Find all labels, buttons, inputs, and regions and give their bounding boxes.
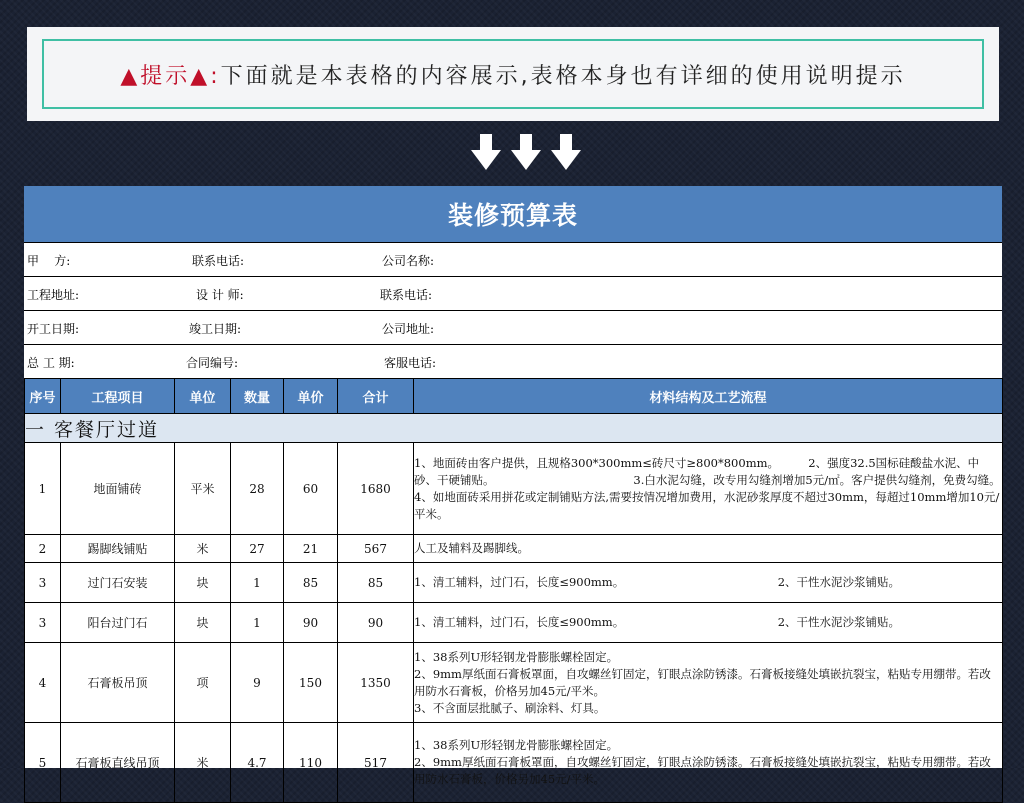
cell-qty: 1 — [231, 603, 284, 643]
sheet-title: 装修预算表 — [24, 186, 1002, 242]
cell-qty: 9 — [231, 643, 284, 723]
info-row — [24, 242, 1002, 276]
notice-frame — [42, 39, 984, 109]
table-row — [25, 535, 1003, 563]
cell-item: 过门石安装 — [61, 563, 175, 603]
cell-total: 1680 — [338, 443, 414, 535]
budget-table — [24, 378, 1003, 803]
cell-no: 4 — [25, 643, 61, 723]
cell-unit: 米 — [175, 723, 231, 803]
cell-total: 1350 — [338, 643, 414, 723]
info-row — [24, 344, 1002, 378]
cell-item: 阳台过门石 — [61, 603, 175, 643]
cell-item: 踢脚线铺贴 — [61, 535, 175, 563]
cell-unit: 米 — [175, 535, 231, 563]
cell-unit: 块 — [175, 603, 231, 643]
table-row — [25, 603, 1003, 643]
cell-item: 地面铺砖 — [61, 443, 175, 535]
info-label: 竣工日期: — [189, 322, 242, 336]
info-label: 合同编号: — [186, 356, 239, 370]
header-no: 序号 — [25, 379, 61, 414]
notice-marker: ▲提示▲: — [120, 63, 221, 89]
cell-qty: 27 — [231, 535, 284, 563]
header-qty: 数量 — [231, 379, 284, 414]
info-label: 总 工 期: — [27, 356, 75, 370]
cell-qty: 1 — [231, 563, 284, 603]
cell-unit: 块 — [175, 563, 231, 603]
arrow-down-icon — [511, 134, 541, 170]
cell-unit: 项 — [175, 643, 231, 723]
table-row — [25, 643, 1003, 723]
cell-qty: 28 — [231, 443, 284, 535]
cell-price: 110 — [284, 723, 338, 803]
cell-desc: 1、38系列U形轻钢龙骨膨胀螺栓固定。 2、9mm厚纸面石膏板罩面，自攻螺丝钉固定，钉眼点涂防锈漆。石膏板接缝处填嵌抗裂宝，粘贴专用绷带。若改用防水石膏板，价格另加45元/平米。 — [414, 723, 1003, 803]
info-label: 甲 方: — [27, 254, 71, 268]
cell-no: 5 — [25, 723, 61, 803]
info-label: 公司名称: — [382, 254, 435, 268]
section-row — [25, 414, 1003, 443]
cell-unit: 平米 — [175, 443, 231, 535]
cell-price: 21 — [284, 535, 338, 563]
cell-no: 2 — [25, 535, 61, 563]
arrow-down-icon — [551, 134, 581, 170]
cell-item: 石膏板直线吊顶 — [61, 723, 175, 803]
cell-desc: 1、38系列U形轻钢龙骨膨胀螺栓固定。 2、9mm厚纸面石膏板罩面，自攻螺丝钉固定，钉眼点涂防锈漆。石膏板接缝处填嵌抗裂宝，粘贴专用绷带。若改用防水石膏板，价格另加45元/平米。 3、不含面层批腻子、刷涂料、灯具。 — [414, 643, 1003, 723]
header-unit: 单位 — [175, 379, 231, 414]
cell-total: 85 — [338, 563, 414, 603]
table-header-row — [25, 379, 1003, 414]
info-label: 客服电话: — [384, 356, 437, 370]
cell-total: 517 — [338, 723, 414, 803]
notice-banner — [27, 27, 999, 121]
header-total: 合计 — [338, 379, 414, 414]
cell-price: 85 — [284, 563, 338, 603]
header-price: 单价 — [284, 379, 338, 414]
cell-price: 90 — [284, 603, 338, 643]
info-label: 开工日期: — [27, 322, 80, 336]
info-row — [24, 310, 1002, 344]
info-label: 联系电话: — [192, 254, 245, 268]
info-label: 设 计 师: — [196, 288, 244, 302]
budget-sheet — [24, 186, 1002, 786]
notice-text: 下面就是本表格的内容展示,表格本身也有详细的使用说明提示 — [220, 63, 906, 89]
info-label: 联系电话: — [380, 288, 433, 302]
cell-desc: 1、清工辅料，过门石，长度≤900mm。 2、干性水泥沙浆铺贴。 — [414, 563, 1003, 603]
arrow-down-icon — [471, 134, 501, 170]
cell-item: 石膏板吊顶 — [61, 643, 175, 723]
table-row — [25, 723, 1003, 803]
info-label: 公司地址: — [382, 322, 435, 336]
table-row — [25, 443, 1003, 535]
cell-qty: 4.7 — [231, 723, 284, 803]
cell-no: 3 — [25, 603, 61, 643]
cell-price: 150 — [284, 643, 338, 723]
down-arrows — [471, 134, 581, 170]
cell-total: 90 — [338, 603, 414, 643]
info-row — [24, 276, 1002, 310]
header-item: 工程项目 — [61, 379, 175, 414]
cell-total: 567 — [338, 535, 414, 563]
info-label: 工程地址: — [27, 288, 80, 302]
cell-desc: 1、地面砖由客户提供，且规格300*300mm≤砖尺寸≥800*800mm。 2、强度32.5国标硅酸盐水泥、中砂、干硬铺贴。 3.白水泥勾缝，改专用勾缝剂增加5元/㎡。客户提供勾缝剂，免费勾缝。 4、如地面砖采用拼花或定制铺贴方法,需要按情况增加费用，水泥砂浆厚度不超过30mm，每超过10mm增加10元/平米。 — [414, 443, 1003, 535]
header-desc: 材料结构及工艺流程 — [414, 379, 1003, 414]
table-row — [25, 563, 1003, 603]
cell-desc: 1、清工辅料，过门石，长度≤900mm。 2、干性水泥沙浆铺贴。 — [414, 603, 1003, 643]
cell-no: 3 — [25, 563, 61, 603]
cell-price: 60 — [284, 443, 338, 535]
section-title: 一 客餐厅过道 — [25, 414, 1003, 443]
cell-desc: 人工及辅料及踢脚线。 — [414, 535, 1003, 563]
cell-no: 1 — [25, 443, 61, 535]
